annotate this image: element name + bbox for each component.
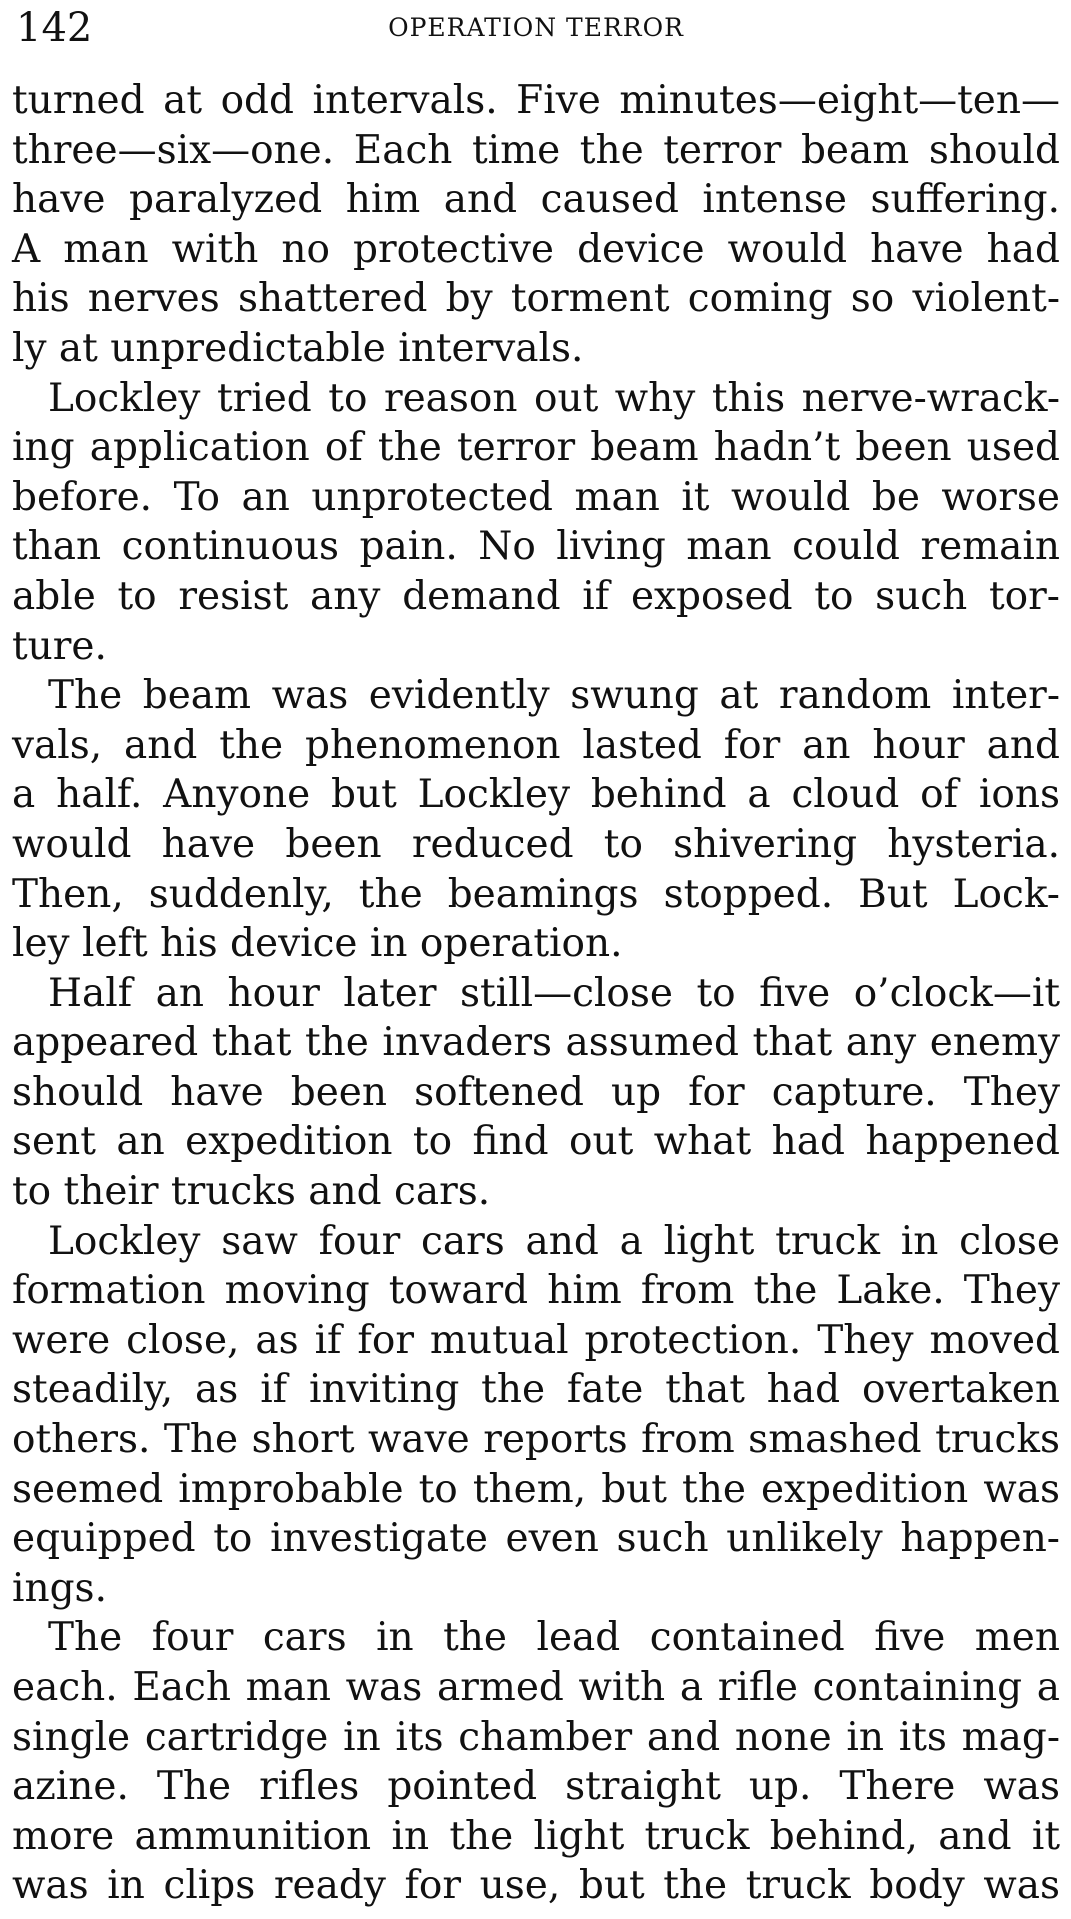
text-line: appeared that the invaders assumed that any enemy xyxy=(12,1020,1060,1066)
text-line: able to resist any demand if exposed to such tor- xyxy=(12,573,1060,619)
text-line: ings. xyxy=(12,1565,107,1611)
text-line: before. To an unprotected man it would be worse xyxy=(12,474,1060,520)
text-line: three—six—one. Each time the terror beam should xyxy=(12,127,1060,173)
text-line: steadily, as if inviting the fate that had overtaken xyxy=(12,1367,1060,1413)
text-line: Then, suddenly, the beamings stopped. But Lock- xyxy=(12,871,1060,917)
text-line: Lockley saw four cars and a light truck in close xyxy=(48,1218,1060,1264)
page-header xyxy=(16,0,1056,60)
text-line: ing application of the terror beam hadn’t been used xyxy=(12,425,1060,471)
paragraph xyxy=(12,969,1060,1217)
text-line: A man with no protective device would have had xyxy=(12,226,1060,272)
text-line: equipped to investigate even such unlikely happen- xyxy=(12,1516,1060,1562)
text-line: was in clips ready for use, but the truck body was xyxy=(12,1863,1060,1909)
text-line: others. The short wave reports from smashed trucks xyxy=(12,1417,1060,1463)
text-line: would have been reduced to shivering hysteria. xyxy=(12,821,1060,867)
text-line: should have been softened up for capture. They xyxy=(12,1069,1060,1115)
text-line: formation moving toward him from the Lake. They xyxy=(12,1268,1060,1314)
text-line: seemed improbable to them, but the expedition was xyxy=(12,1466,1060,1512)
text-line: azine. The rifles pointed straight up. There was xyxy=(12,1764,1060,1810)
paragraph xyxy=(12,76,1060,374)
text-line: Lockley tried to reason out why this nerve-wrack- xyxy=(48,375,1060,421)
text-line: ley left his device in operation. xyxy=(12,921,623,967)
text-line: than continuous pain. No living man could remain xyxy=(12,524,1060,570)
text-line: The four cars in the lead contained five men xyxy=(48,1615,1060,1661)
text-line: sent an expedition to find out what had happened xyxy=(12,1119,1060,1165)
text-line: Half an hour later still—close to five o’clock—it xyxy=(48,970,1060,1016)
text-line: single cartridge in its chamber and none in its mag- xyxy=(12,1714,1060,1760)
text-line: more ammunition in the light truck behind, and it xyxy=(12,1813,1060,1859)
body-text xyxy=(12,76,1060,1911)
text-line: his nerves shattered by torment coming so violent- xyxy=(12,276,1060,322)
text-line: to their trucks and cars. xyxy=(12,1169,491,1215)
text-line: turned at odd intervals. Five minutes—eight—ten— xyxy=(12,78,1060,123)
paragraph xyxy=(12,671,1060,969)
text-line: ture. xyxy=(12,623,107,669)
paragraph xyxy=(12,1613,1060,1911)
text-line: each. Each man was armed with a rifle containing a xyxy=(12,1665,1060,1710)
paragraph xyxy=(12,374,1060,672)
page-number: 142 xyxy=(16,5,93,51)
running-head-title: OPERATION TERROR xyxy=(388,13,684,42)
text-line: The beam was evidently swung at random inter- xyxy=(48,673,1060,719)
text-line: ly at unpredictable intervals. xyxy=(12,325,584,371)
text-line: were close, as if for mutual protection. They moved xyxy=(12,1317,1060,1363)
text-line: vals, and the phenomenon lasted for an hour and xyxy=(12,722,1060,768)
text-line: have paralyzed him and caused intense suffering. xyxy=(12,177,1060,223)
text-line: a half. Anyone but Lockley behind a cloud of ions xyxy=(12,772,1060,818)
paragraph xyxy=(12,1217,1060,1614)
